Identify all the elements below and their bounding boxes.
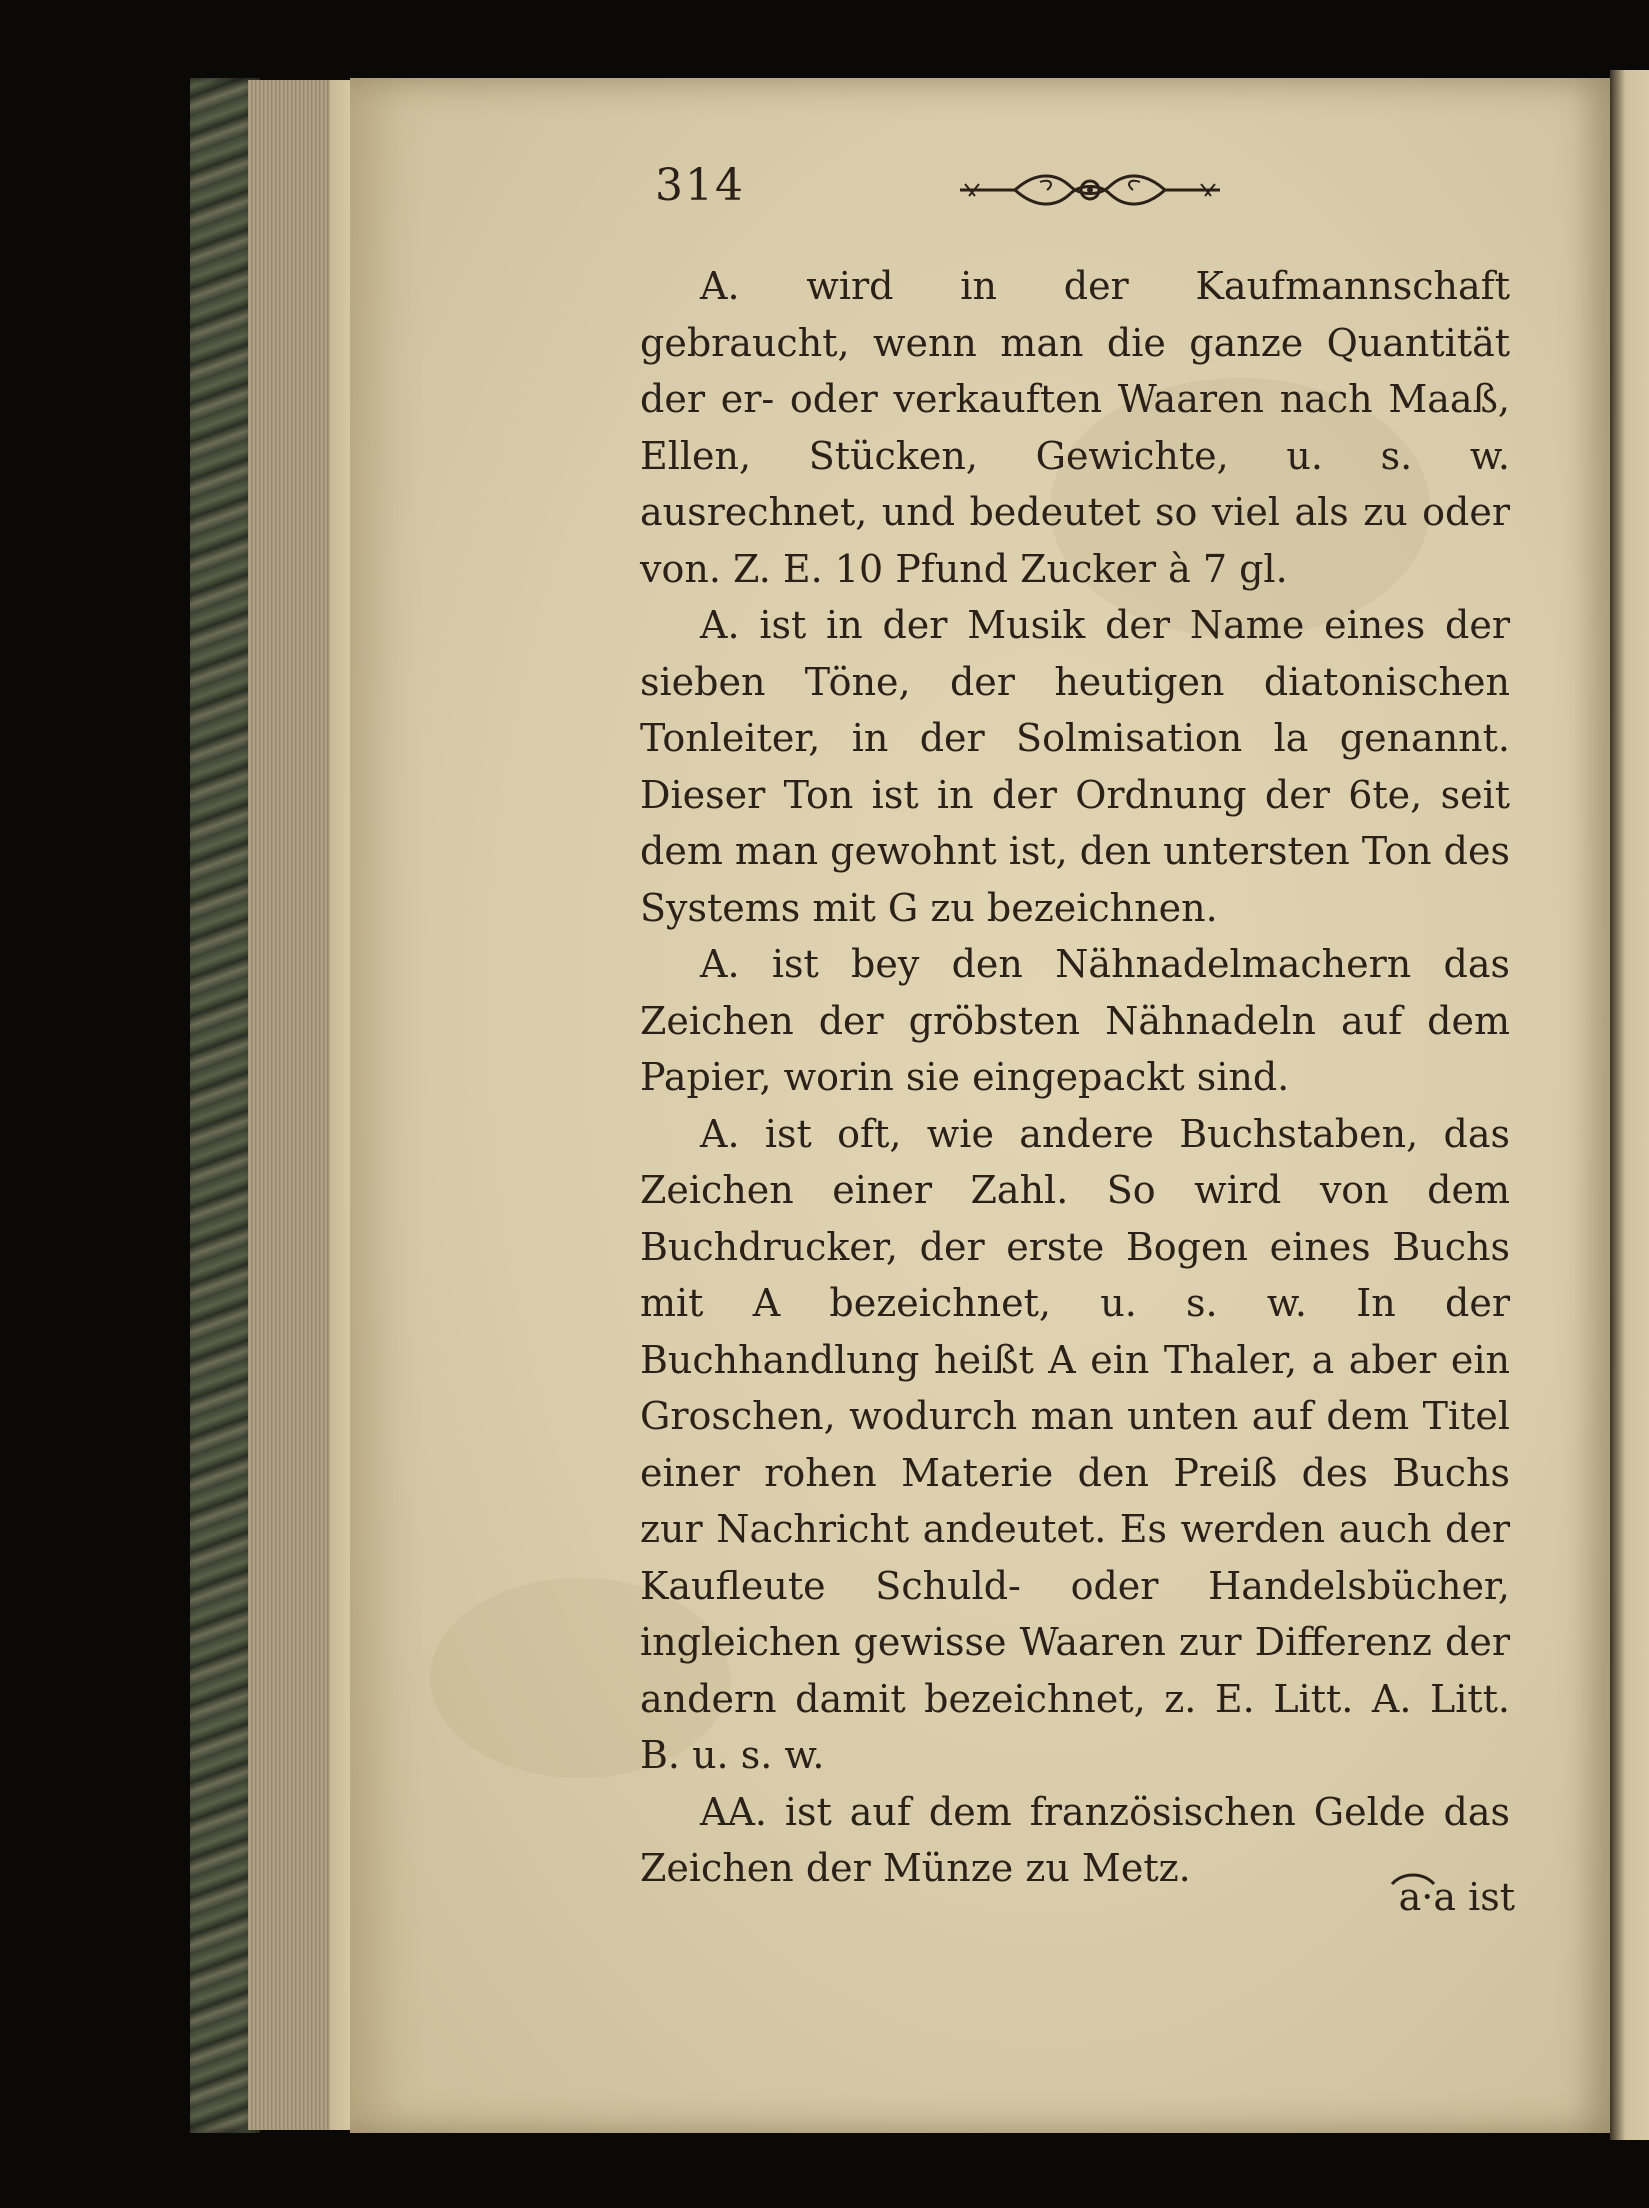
ornament-icon <box>955 166 1225 214</box>
paragraph: A. ist bey den Nähnadelmachern das Zeichen der gröbsten Nähnadeln auf dem Papier, worin sie eingepackt sind. <box>640 942 1510 1099</box>
paragraph: A. wird in der Kaufmannschaft gebraucht, wenn man die ganze Quantität der er- oder verkauften Waaren nach Maaß, Ellen, Stücken, Gewichte, u. s. w. ausrechnet, und bedeutet so viel als zu oder von. Z. E. 10 Pfund Zucker à 7 gl. <box>640 264 1510 591</box>
page-block-edges <box>248 80 338 2130</box>
page-header <box>655 160 1355 230</box>
paragraph: AA. ist auf dem französischen Gelde das Zeichen der Münze zu Metz. <box>640 1789 1510 1890</box>
paragraph: A. ist oft, wie andere Buchstaben, das Zeichen einer Zahl. So wird von dem Buchdrucker, der erste Bogen eines Buchs mit A bezeichnet, u. s. w. In der Buchhandlung heißt A ein Thaler, a aber ein Groschen, wodurch man unten auf dem Titel einer rohen Materie den Preiß des Buchs zur Nachricht andeutet. Es werden auch der Kaufleute Schuld- oder Handelsbücher, ingleichen gewisse Waaren zur Differenz der andern damit bezeichnet, z. E. Litt. A. Litt. B. u. s. w. <box>640 1111 1510 1777</box>
facing-page-edge <box>1610 70 1649 2140</box>
page-number: 314 <box>655 160 745 211</box>
page-body <box>640 258 1510 1897</box>
catchword: a·a ist <box>1398 1875 1515 1919</box>
paragraph: A. ist in der Musik der Name eines der sieben Töne, der heutigen diatonischen Tonleiter, in der Solmisation la genannt. Dieser Ton ist in der Ordnung der 6te, seit dem man gewohnt ist, den untersten Ton des Systems mit G zu bezeichnen. <box>640 603 1510 930</box>
